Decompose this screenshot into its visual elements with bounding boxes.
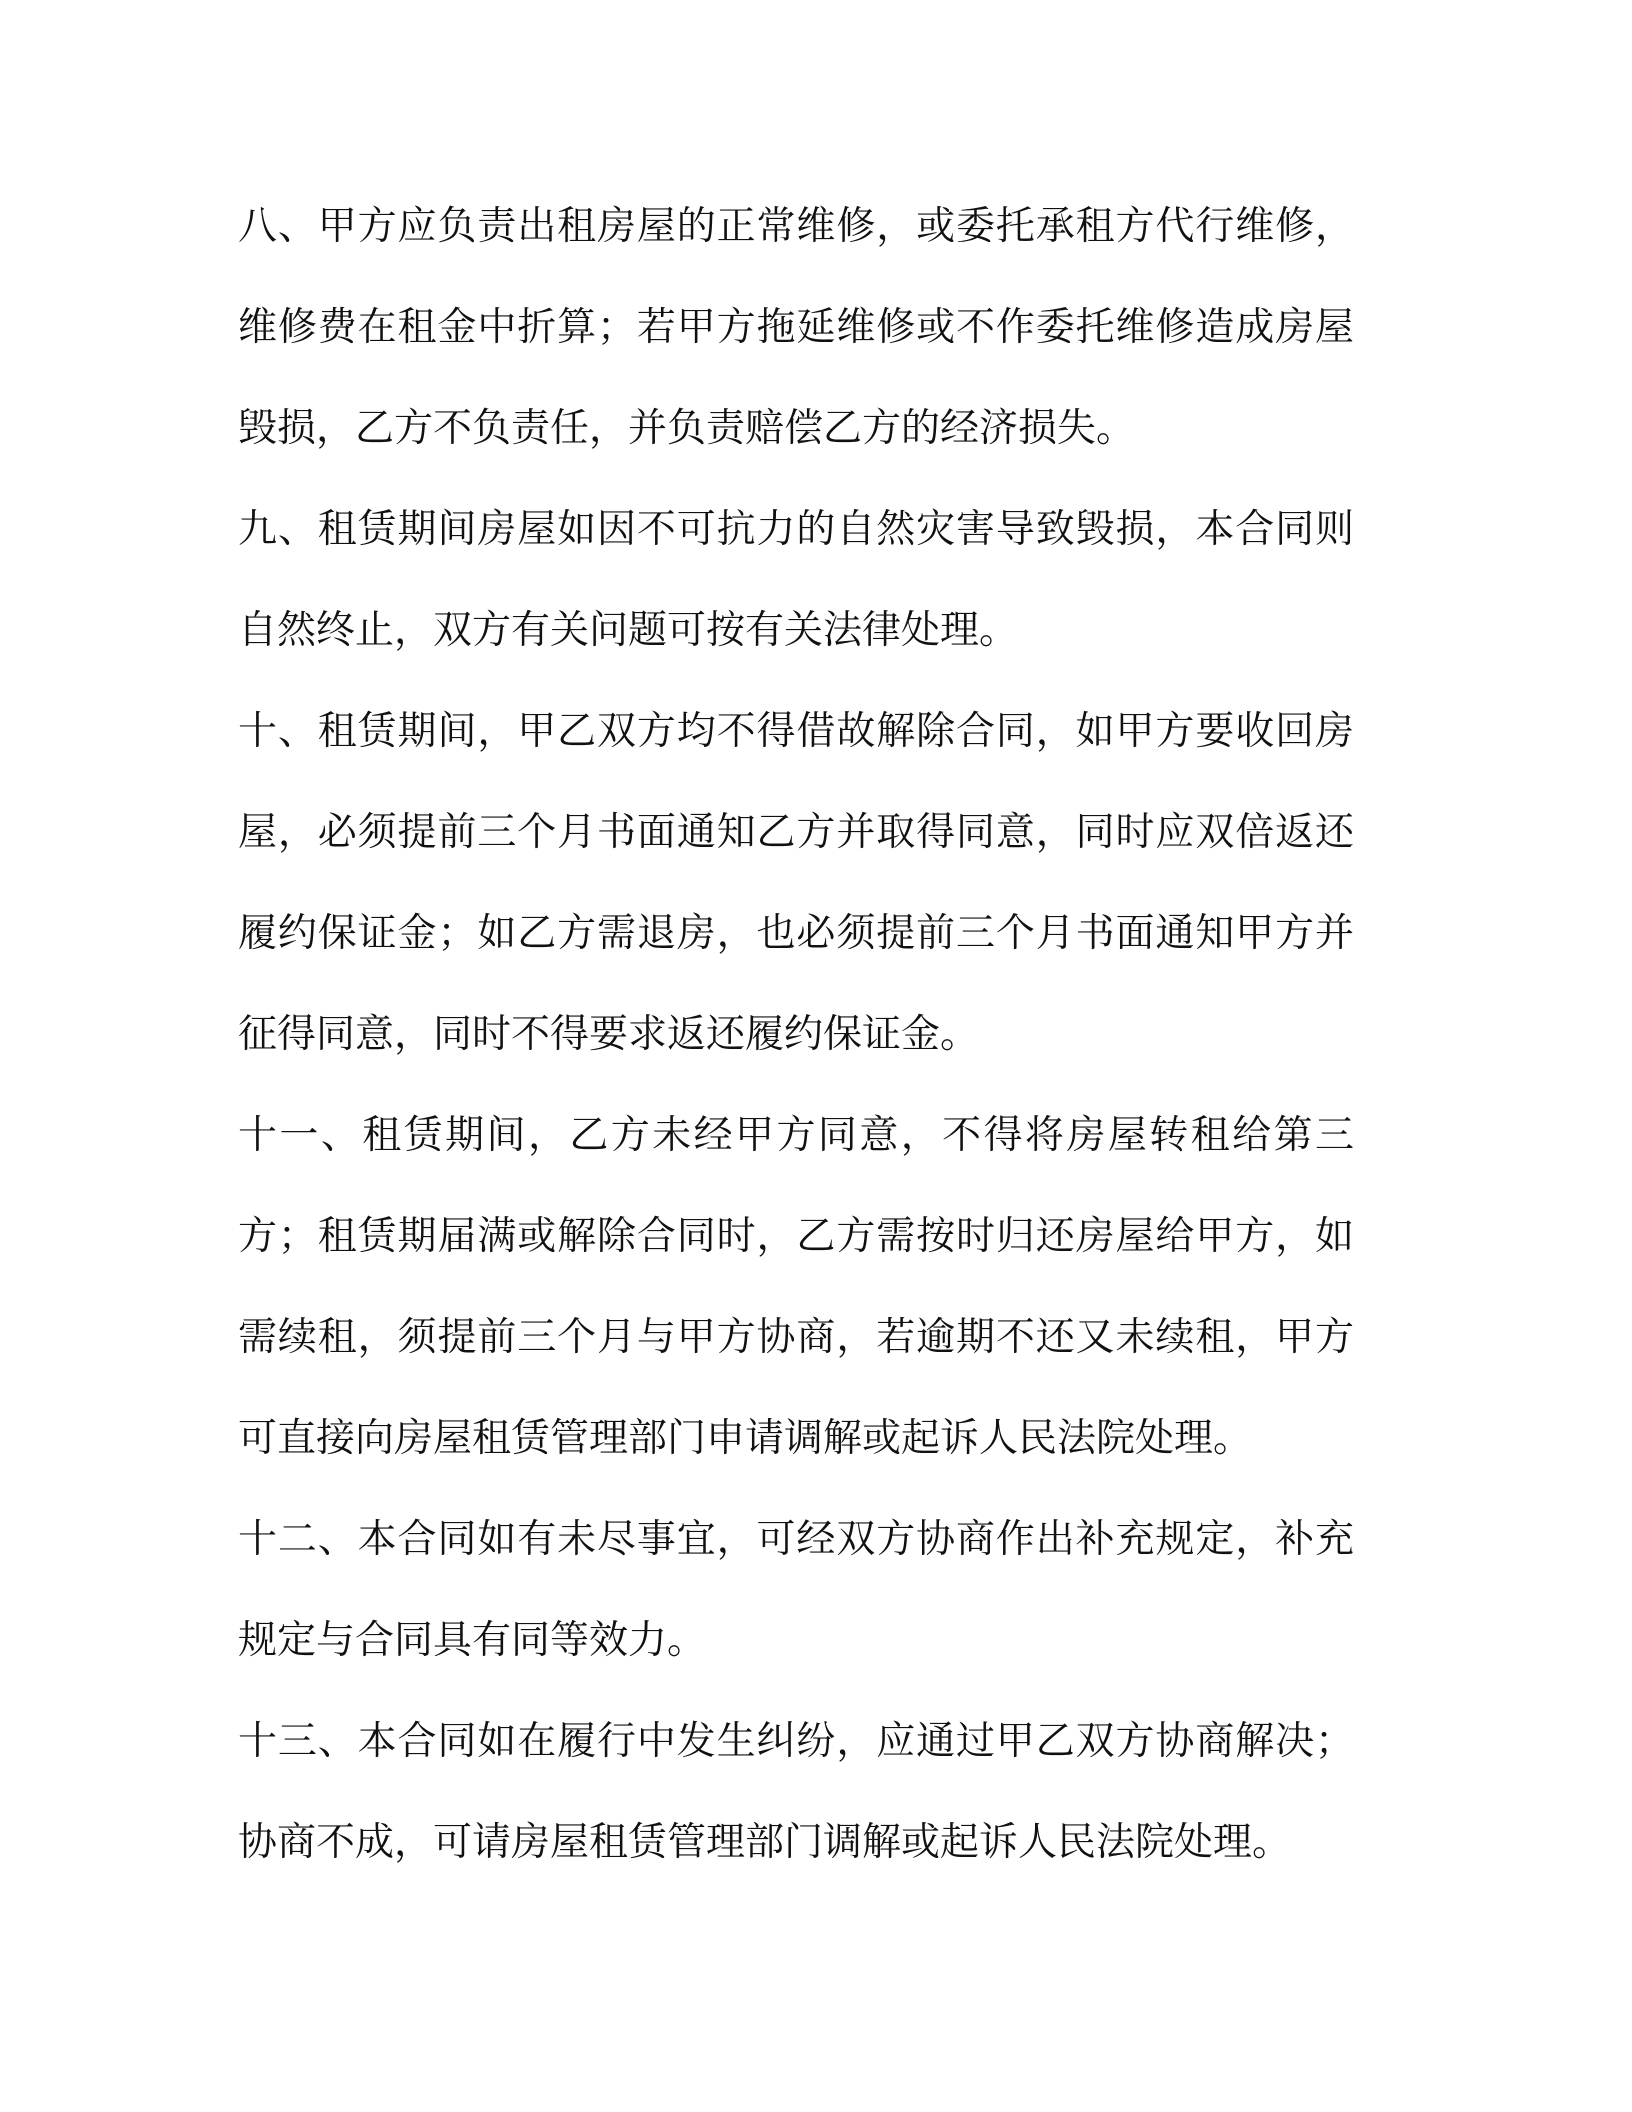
clause-11: 十一、租赁期间，乙方未经甲方同意，不得将房屋转租给第三方；租赁期届满或解除合同时，乙方需按时归还房屋给甲方，如需续租，须提前三个月与甲方协商，若逾期不还又未续租，甲方可直接向房屋租赁管理部门申请调解或起诉人民法院处理。 <box>238 1113 1354 1461</box>
clause-8: 八、甲方应负责出租房屋的正常维修，或委托承租方代行维修，维修费在租金中折算；若甲方拖延维修或不作委托维修造成房屋毁损，乙方不负责任，并负责赔偿乙方的经济损失。 <box>238 204 1354 451</box>
clause-13: 十三、本合同如在履行中发生纠纷，应通过甲乙双方协商解决；协商不成，可请房屋租赁管理部门调解或起诉人民法院处理。 <box>238 1719 1354 1865</box>
clause-9: 九、租赁期间房屋如因不可抗力的自然灾害导致毁损，本合同则自然终止，双方有关问题可按有关法律处理。 <box>238 507 1354 653</box>
clause-10: 十、租赁期间，甲乙双方均不得借故解除合同，如甲方要收回房屋，必须提前三个月书面通知乙方并取得同意，同时应双倍返还履约保证金；如乙方需退房，也必须提前三个月书面通知甲方并征得同意，同时不得要求返还履约保证金。 <box>238 709 1354 1057</box>
clause-12: 十二、本合同如有未尽事宜，可经双方协商作出补充规定，补充规定与合同具有同等效力。 <box>238 1517 1354 1663</box>
contract-body <box>238 176 1354 1893</box>
